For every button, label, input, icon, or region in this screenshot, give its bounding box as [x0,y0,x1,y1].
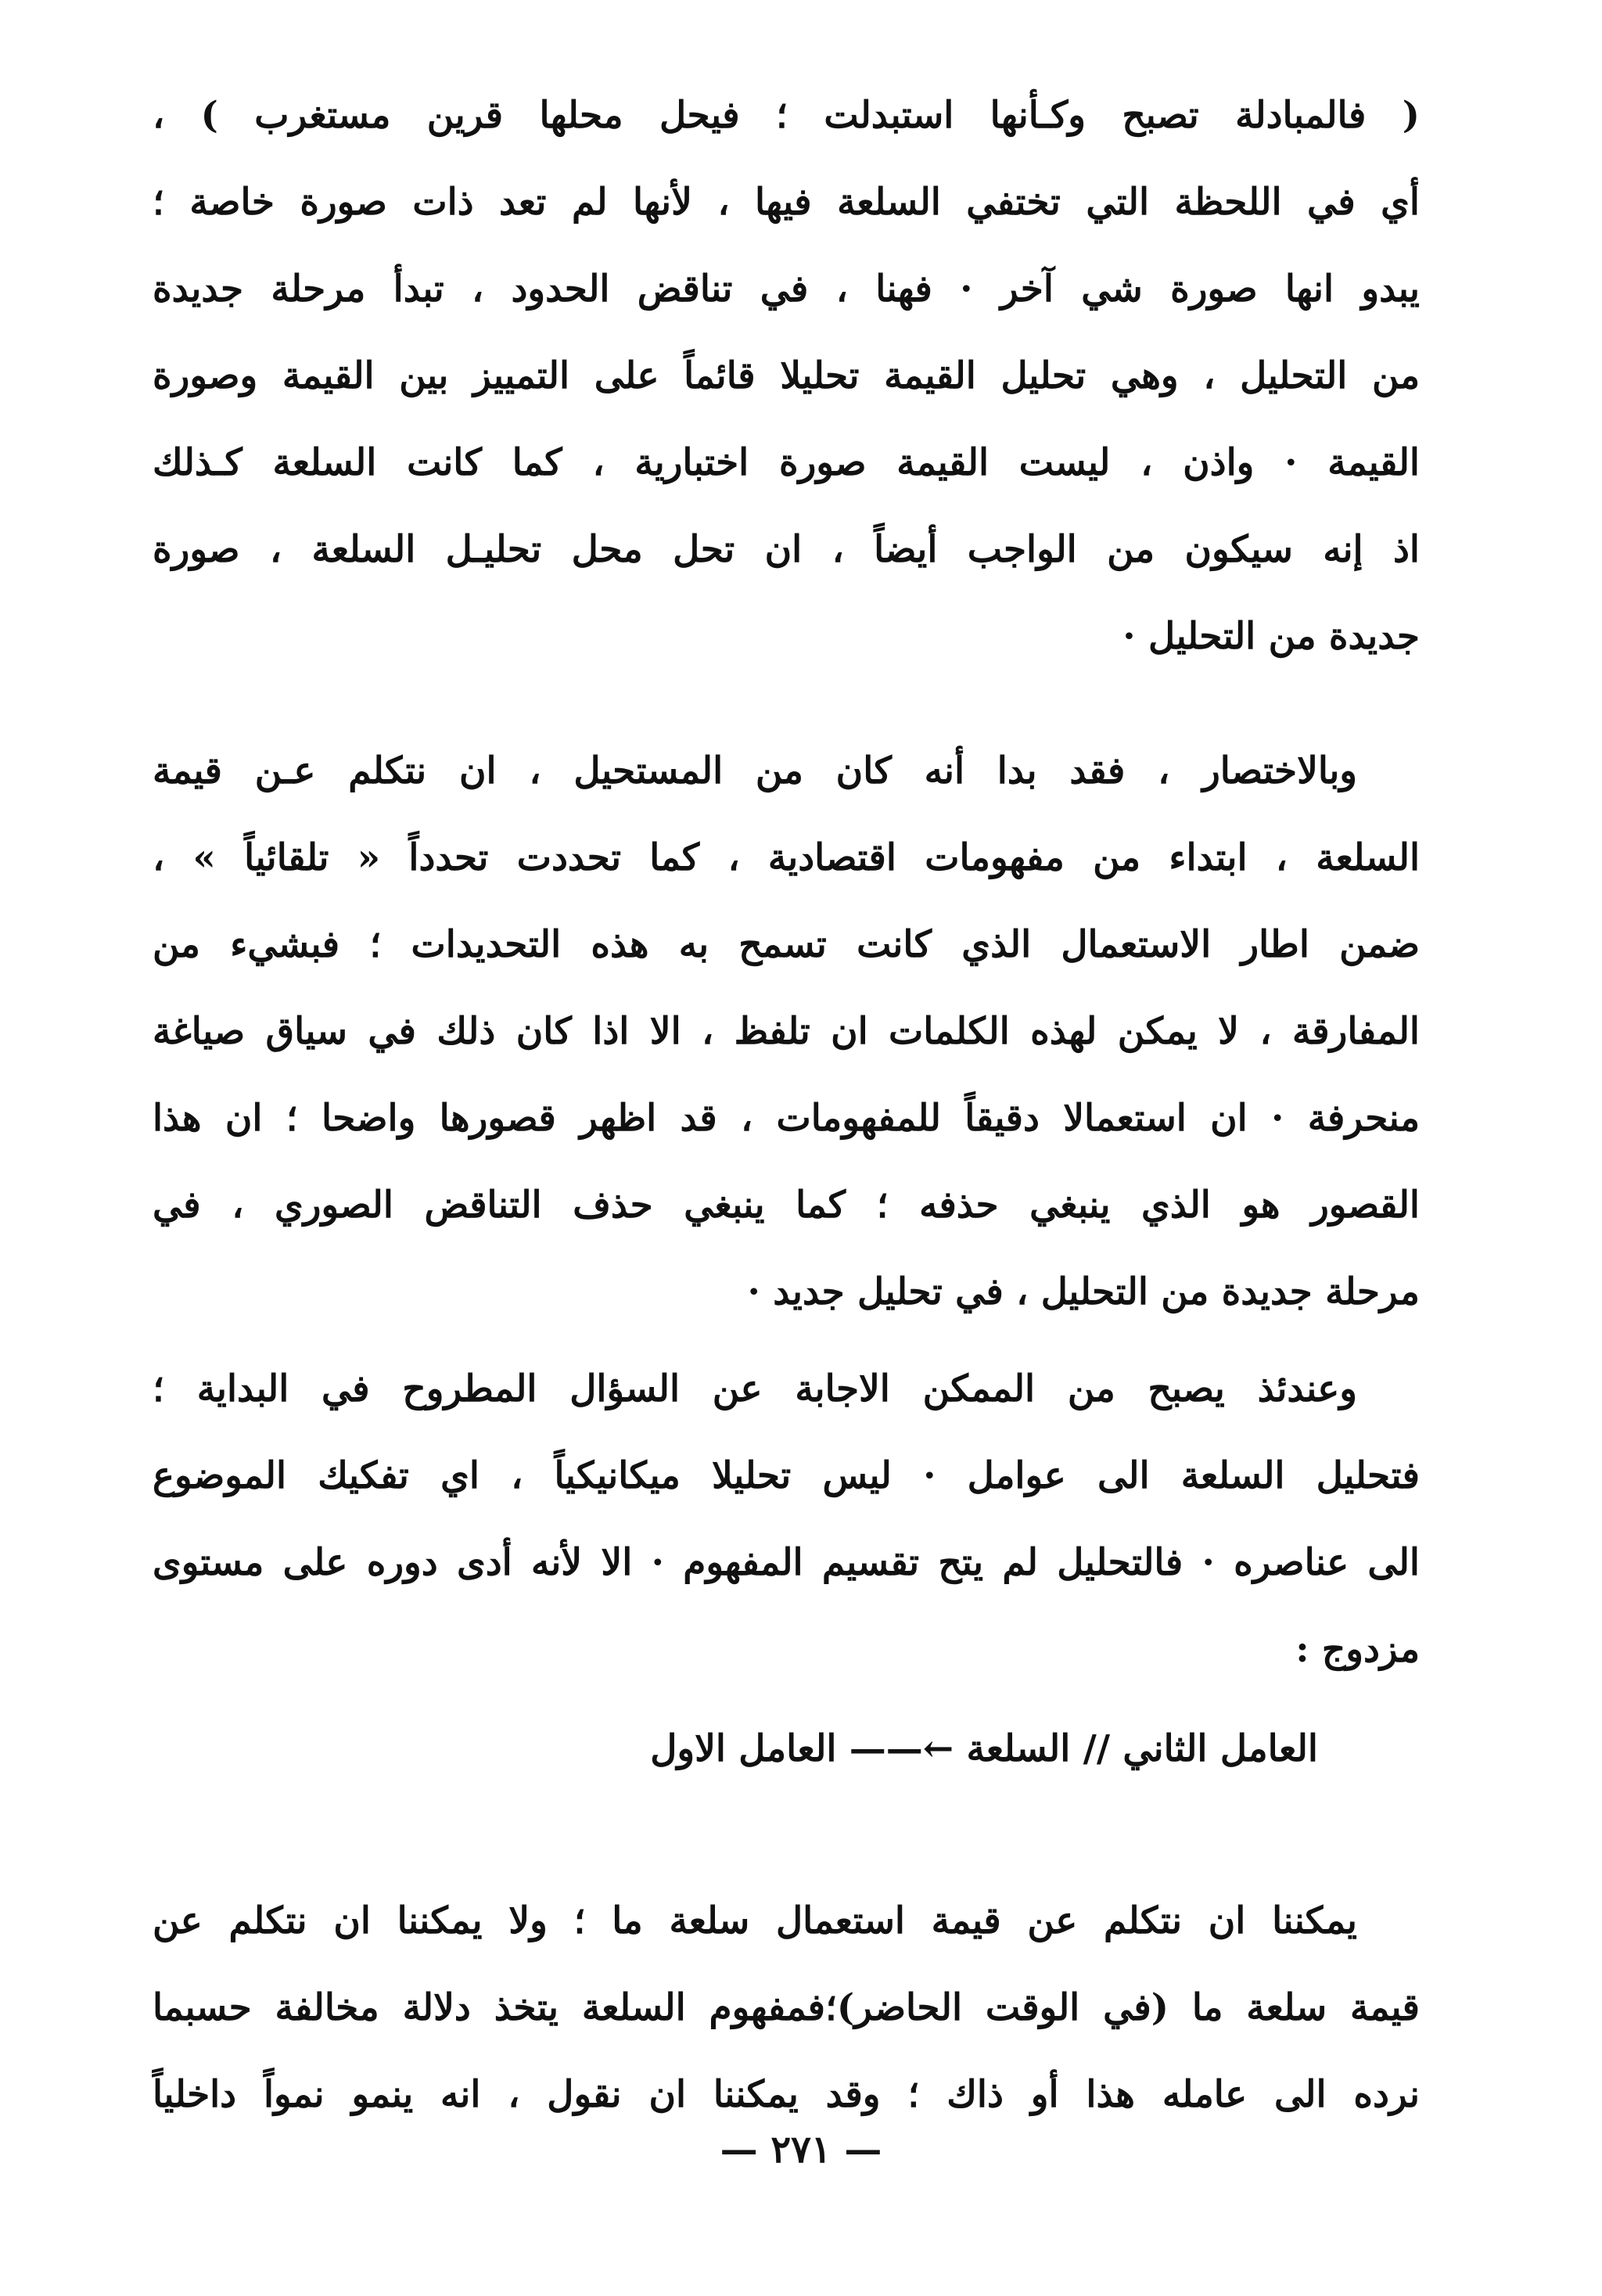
text-line: وعندئذ يصبح من الممكن الاجابة عن السؤال المطروح في البداية ؛ [153,1367,1357,1410]
text-line: أي في اللحظة التي تختفي السلعة فيها ، لأنها لم تعد ذات صورة خاصة ؛ [153,181,1420,224]
text-line: قيمة سلعة ما (في الوقت الحاضر)؛فمفهوم السلعة يتخذ دلالة مخالفة حسبما [153,1986,1420,2029]
paragraph-2 [153,728,1420,1335]
formula-line [153,1705,1420,1792]
paragraph-3 [153,1346,1420,1693]
text-line: يبدو انها صورة شي آخر · فهنا ، في تناقض الحدود ، تبدأ مرحلة جديدة [153,268,1420,311]
text-line: اذ إنه سيكون من الواجب أيضاً ، ان تحل محل تحليـل السلعة ، صورة [153,528,1420,571]
text-line: منحرفة · ان استعمالا دقيقاً للمفهومات ، قد اظهر قصورها واضحا ؛ ان هذا [153,1097,1420,1140]
text-line: يمكننا ان نتكلم عن قيمة استعمال سلعة ما ؛ ولا يمكننا ان نتكلم عن [153,1899,1357,1942]
text-line: مرحلة جديدة من التحليل ، في تحليل جديد · [747,1270,1420,1313]
text-line: السلعة ، ابتداء من مفهومات اقتصادية ، كما تحددت تحدداً « تلقائياً » ، [153,836,1420,879]
formula-text: العامل الثاني // السلعة ←—— العامل الاول [650,1727,1318,1770]
text-line: نرده الى عامله هذا أو ذاك ؛ وقد يمكننا ان نقول ، انه ينمو نمواً داخلياً [153,2073,1420,2116]
text-line: المفارقة ، لا يمكن لهذه الكلمات ان تلفظ ، الا اذا كان ذلك في سياق صياغة [153,1010,1420,1053]
text-line: الى عناصره · فالتحليل لم يتح تقسيم المفهوم · الا لأنه أدى دوره على مستوى [153,1541,1420,1584]
text-line: ضمن اطار الاستعمال الذي كانت تسمح به هذه التحديدات ؛ فبشيء من [153,923,1420,966]
paragraph-1 [153,72,1420,680]
text-line: من التحليل ، وهي تحليل القيمة تحليلا قائماً على التمييز بين القيمة وصورة [153,354,1420,397]
text-line: القصور هو الذي ينبغي حذفه ؛ كما ينبغي حذف التناقض الصوري ، في [153,1184,1420,1227]
page-number: — ٢٧١ — [720,2128,882,2172]
text-line: جديدة من التحليل · [1122,615,1420,658]
text-line: مزدوج : [1295,1628,1420,1671]
paragraph-4 [153,1877,1420,2138]
text-line: القيمة · واذن ، ليست القيمة صورة اختبارية ، كما كانت السلعة كـذلك [153,441,1420,484]
text-line: ( فالمبادلة تصبح وكـأنها استبدلت ؛ فيحل محلها قرين مستغرب ) ، [153,94,1420,137]
text-line: وبالاختصار ، فقد بدا أنه كان من المستحيل ، ان نتكلم عـن قيمة [153,749,1357,792]
text-line: فتحليل السلعة الى عوامل · ليس تحليلا ميكانيكياً ، اي تفكيك الموضوع [153,1454,1420,1497]
